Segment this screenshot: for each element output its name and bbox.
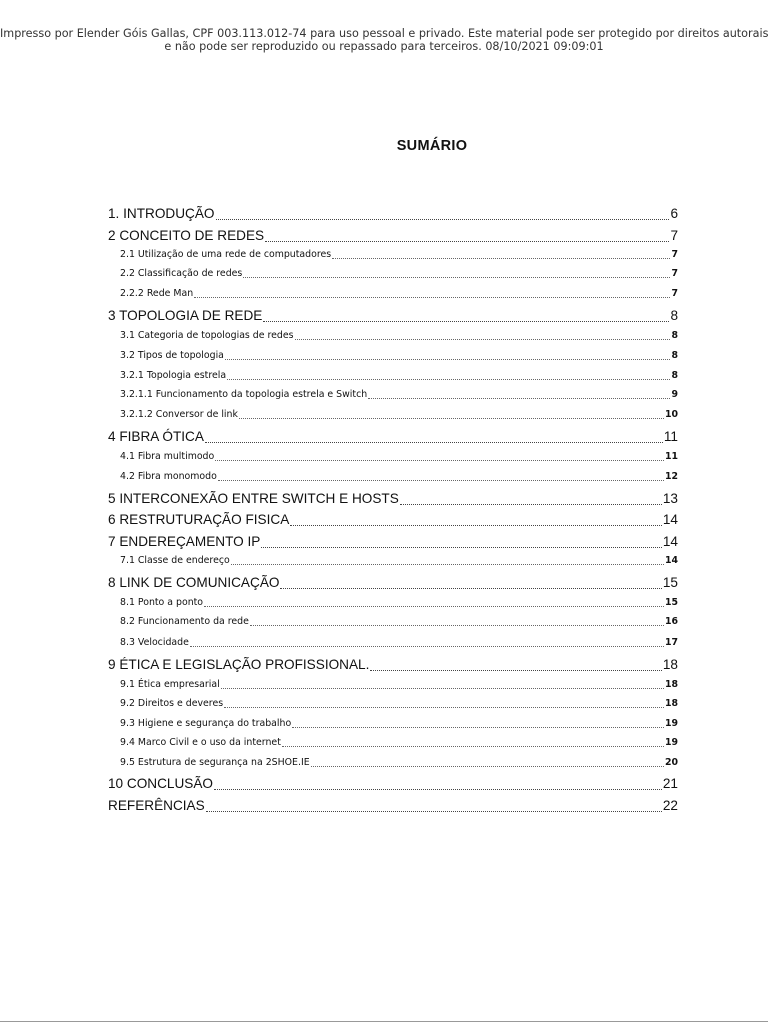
toc-entry-label: 9.4 Marco Civil e o uso da internet (120, 737, 281, 748)
toc-page-number: 14 (662, 512, 678, 527)
toc-page-number: 17 (664, 637, 678, 648)
toc-subsection (108, 388, 678, 401)
toc-subsection (108, 697, 678, 710)
toc-page-number: 18 (664, 698, 678, 709)
toc-dot-leader (216, 219, 670, 220)
toc-subsection (108, 408, 678, 421)
toc-dot-leader (204, 606, 664, 607)
toc-entry-label: 8 LINK DE COMUNICAÇÃO (108, 575, 280, 590)
toc-dot-leader (265, 241, 669, 242)
toc-entry-label: 2.1 Utilização de uma rede de computadores (120, 249, 332, 260)
toc-entry-label: 9.3 Higiene e segurança do trabalho (120, 718, 292, 729)
toc-page-number: 18 (662, 657, 678, 672)
toc-entry-label: 3.2.1.2 Conversor de link (120, 409, 238, 420)
toc-dot-leader (292, 727, 664, 728)
toc-entry-label: 2 CONCEITO DE REDES (108, 228, 265, 243)
toc-entry-label: 2.2 Classificação de redes (120, 268, 243, 279)
toc-section (108, 428, 678, 446)
toc-subsection (108, 248, 678, 261)
toc-page-number: 11 (663, 429, 678, 444)
toc-page-number: 14 (662, 534, 678, 549)
toc-section (108, 307, 678, 325)
toc-page-number: 7 (671, 268, 678, 279)
toc-dot-leader (400, 504, 662, 505)
toc-page-number: 7 (671, 249, 678, 260)
toc-dot-leader (221, 688, 664, 689)
toc-subsection (108, 756, 678, 769)
toc-page-number: 15 (662, 575, 678, 590)
toc-dot-leader (370, 670, 661, 671)
toc-dot-leader (280, 588, 661, 589)
toc-subsection (108, 717, 678, 730)
toc-dot-leader (368, 398, 670, 399)
toc-dot-leader (206, 811, 662, 812)
toc-dot-leader (218, 480, 664, 481)
toc-page-number: 15 (664, 597, 678, 608)
toc-subsection (108, 736, 678, 749)
toc-dot-leader (261, 547, 662, 548)
toc-section (108, 511, 678, 529)
toc-dot-leader (263, 321, 669, 322)
toc-entry-label: 8.1 Ponto a ponto (120, 597, 204, 608)
toc-entry-label: 7.1 Classe de endereço (120, 555, 230, 566)
toc-dot-leader (224, 707, 664, 708)
toc-page-number: 20 (664, 757, 678, 768)
toc-page-number: 8 (671, 330, 678, 341)
toc-section (108, 227, 678, 245)
toc-section (108, 775, 678, 793)
toc-subsection (108, 287, 678, 300)
toc-page-number: 18 (664, 679, 678, 690)
toc-entry-label: 4 FIBRA ÓTICA (108, 429, 204, 444)
toc-dot-leader (225, 359, 671, 360)
toc-dot-leader (205, 442, 663, 443)
toc-dot-leader (215, 460, 664, 461)
toc-page-number: 14 (664, 555, 678, 566)
toc-entry-label: 3.2 Tipos de topologia (120, 350, 224, 361)
toc-subsection (108, 554, 678, 567)
toc-page-number: 19 (664, 718, 678, 729)
toc-dot-leader (194, 297, 670, 298)
toc-dot-leader (243, 277, 670, 278)
toc-section (108, 797, 678, 815)
toc-dot-leader (332, 258, 670, 259)
toc-entry-label: 4.1 Fibra multimodo (120, 451, 215, 462)
toc-section (108, 490, 678, 508)
page-title: SUMÁRIO (396, 138, 468, 154)
toc-entry-label: 3.1 Categoria de topologias de redes (120, 330, 294, 341)
toc-subsection (108, 615, 678, 628)
toc-subsection (108, 267, 678, 280)
toc-page-number: 12 (664, 471, 678, 482)
toc-page-number: 19 (664, 737, 678, 748)
toc-page-number: 9 (671, 389, 678, 400)
toc-page-number: 22 (662, 798, 678, 813)
toc-dot-leader (227, 379, 670, 380)
page-bottom-divider (0, 1021, 768, 1022)
toc-entry-label: 9.2 Direitos e deveres (120, 698, 224, 709)
toc-entry-label: 3 TOPOLOGIA DE REDE (108, 308, 263, 323)
toc-entry-label: 2.2.2 Rede Man (120, 288, 194, 299)
toc-dot-leader (311, 766, 664, 767)
toc-section (108, 533, 678, 551)
toc-entry-label: 9.5 Estrutura de segurança na 2SHOE.IE (120, 757, 310, 768)
toc-subsection (108, 596, 678, 609)
toc-dot-leader (239, 418, 664, 419)
toc-dot-leader (295, 339, 671, 340)
toc-entry-label: 5 INTERCONEXÃO ENTRE SWITCH E HOSTS (108, 491, 399, 506)
toc-dot-leader (250, 625, 664, 626)
toc-section (108, 574, 678, 592)
toc-section (108, 656, 678, 674)
toc-page-number: 11 (664, 451, 678, 462)
toc-page-number: 21 (662, 776, 678, 791)
toc-dot-leader (190, 646, 664, 647)
toc-entry-label: 9 ÉTICA E LEGISLAÇÃO PROFISSIONAL. (108, 657, 370, 672)
toc-page-number: 8 (671, 370, 678, 381)
toc-subsection (108, 329, 678, 342)
toc-page-number: 16 (664, 616, 678, 627)
toc-subsection (108, 349, 678, 362)
toc-dot-leader (282, 746, 664, 747)
toc-entry-label: REFERÊNCIAS (108, 798, 205, 813)
toc-page-number: 7 (670, 228, 678, 243)
toc-subsection (108, 678, 678, 691)
toc-entry-label: 10 CONCLUSÃO (108, 776, 214, 791)
toc-dot-leader (290, 525, 662, 526)
toc-entry-label: 6 RESTRUTURAÇÃO FISICA (108, 512, 290, 527)
toc-page-number: 8 (671, 350, 678, 361)
toc-page-number: 10 (664, 409, 678, 420)
toc-section (108, 205, 678, 223)
toc-entry-label: 3.2.1.1 Funcionamento da topologia estrela e Switch (120, 389, 368, 400)
toc-entry-label: 7 ENDEREÇAMENTO IP (108, 534, 261, 549)
watermark-line-1: Impresso por Elender Góis Gallas, CPF 003.113.012-74 para uso pessoal e privado. Este material pode ser protegido por direitos autorais (0, 27, 768, 40)
toc-page-number: 13 (662, 491, 678, 506)
toc-subsection (108, 470, 678, 483)
toc-page-number: 8 (670, 308, 678, 323)
toc-entry-label: 9.1 Ética empresarial (120, 679, 220, 690)
toc-entry-label: 8.3 Velocidade (120, 637, 189, 648)
toc-dot-leader (231, 564, 664, 565)
toc-subsection (108, 369, 678, 382)
toc-page-number: 6 (670, 206, 678, 221)
toc-entry-label: 4.2 Fibra monomodo (120, 471, 217, 482)
watermark-line-2: e não pode ser reproduzido ou repassado para terceiros. 08/10/2021 09:09:01 (164, 40, 604, 53)
toc-page-number: 7 (671, 288, 678, 299)
toc-subsection (108, 636, 678, 649)
toc-dot-leader (214, 789, 662, 790)
print-watermark (0, 27, 768, 53)
toc-entry-label: 8.2 Funcionamento da rede (120, 616, 249, 627)
toc-entry-label: 3.2.1 Topologia estrela (120, 370, 227, 381)
toc-entry-label: 1. INTRODUÇÃO (108, 206, 215, 221)
toc-subsection (108, 450, 678, 463)
